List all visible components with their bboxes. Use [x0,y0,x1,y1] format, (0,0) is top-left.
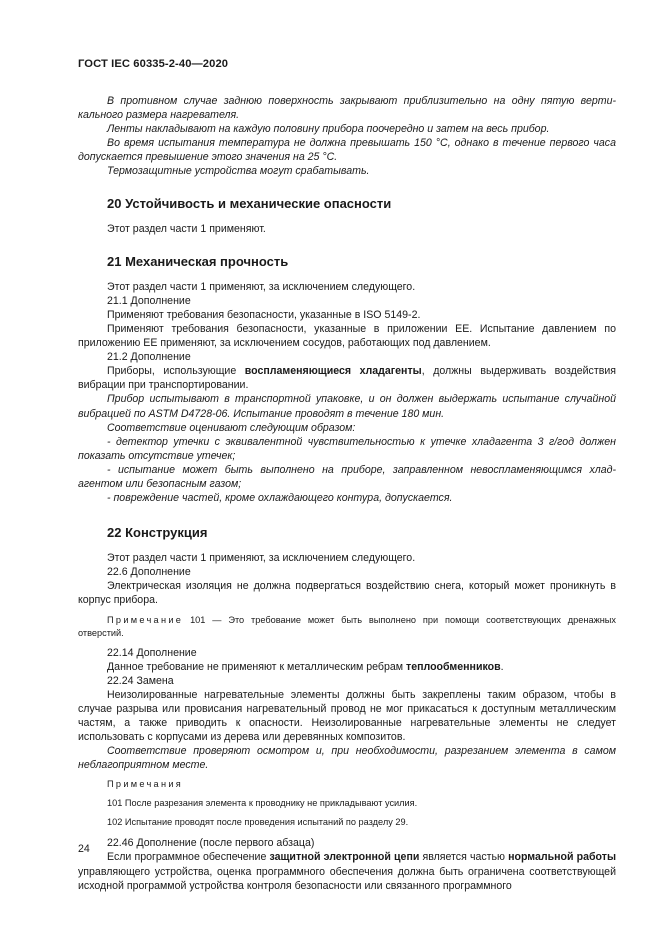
paragraph [78,364,616,392]
clause-heading: 22.6 Дополнение [107,566,191,579]
clause-heading: 21.1 Дополнение [107,294,191,307]
section-heading-20: 20 Устойчивость и механические опасности [107,195,392,211]
paragraph: Этот раздел части 1 применяют. [107,222,266,235]
note [78,614,616,640]
paragraph: Прибор испытывают в транспортной упаковке, и он должен выдержать испытание случайной вибрацией по ASTM D4728-06. Испытание проводят в течение 180 мин. [78,393,616,420]
paragraph: Этот раздел части 1 применяют, за исключением следующего. [107,552,416,565]
defined-term: нормальной работы [508,851,616,864]
section-heading-22: 22 Конструкция [107,525,208,541]
document-header: ГОСТ IEC 60335-2-40—2020 [78,58,229,70]
clause-heading: 21.2 Дополнение [107,351,191,364]
clause-heading: 22.14 Дополнение [107,646,197,659]
text-run: Если программное обеспечение [107,851,270,864]
paragraph: Электрическая изоляция не должна подвергаться воздействию снега, который может проникнуть в корпус прибора. [78,580,616,607]
list-item: - детектор утечки с эквивалентной чувствительностью к утечке хладагента 3 г/год должен показать отсутствие утечек; [78,435,616,462]
defined-term: теплообменников [406,660,501,673]
text-run: является частью [419,851,509,864]
text-run: . [500,660,504,673]
clause-heading: 22.46 Дополнение (после первого абзаца) [107,837,315,850]
paragraph: Термозащитные устройства могут срабатывать. [107,165,370,178]
text-run: Приборы, использующие [107,365,245,378]
paragraph: Соответствие проверяют осмотром и, при необходимости, разрезанием элемента в самом неблагоприятном месте. [78,745,616,772]
note: 102 Испытание проводят после проведения испытаний по разделу 29. [107,817,409,828]
note: 101 После разрезания элемента к проводнику не прикладывают усилия. [107,798,418,809]
paragraph: Применяют требования безопасности, указанные в приложении ЕЕ. Испытание давлением по приложению ЕЕ применяют, за исключением сосудов, работающих под давлением. [78,322,616,350]
paragraph: Применяют требования безопасности, указанные в ISO 5149-2. [107,308,421,321]
defined-term: воспламеняющиеся хладагенты [244,365,422,378]
paragraph: Соответствие оценивают следующим образом: [107,421,356,434]
section-heading-21: 21 Механическая прочность [107,253,289,269]
paragraph: Этот раздел части 1 применяют, за исключением следующего. [107,280,416,293]
page-number: 24 [78,843,90,855]
paragraph: Во время испытания температура не должна превышать 150 °С, однако в течение первого часа допускается превышение этого значения на 25 °С. [78,137,616,164]
list-item: - испытание может быть выполнено на приборе, заправленном невоспламеняющимся хладагентом или безопасным газом; [78,463,616,490]
defined-term: защитной электронной цепи [269,851,420,864]
text-run: , должны выдерживать воздействия вибрации при транспортировании. [78,365,616,392]
text-run: Данное требование не применяют к металлическим ребрам [107,660,407,673]
note-text: 101 — Это требование может быть выполнено при помощи соответствующих дренажных отверстий. [78,614,616,638]
text-run: управляющего устройства, оценка программного обеспечения должна быть ограничена соответствующей исходной программой устройства контроля безопасности или связанного программного [78,865,616,892]
list-item: - повреждение частей, кроме охлаждающего контура, допускается. [107,492,453,505]
paragraph [78,850,616,892]
paragraph: В противном случае заднюю поверхность закрывают приблизительно на одну пятую вертикального размера нагревателя. [78,95,616,122]
paragraph: Неизолированные нагревательные элементы должны быть закреплены таким образом, чтобы в случае разрыва или провисания нагревательный провод не мог прикасаться к доступным металлическим частям, а также приводить к опасности. Неизолированные нагревательные элементы не следует использовать с корпусами из дерева или деревянных композитов. [78,688,616,744]
paragraph [78,660,616,674]
paragraph: Ленты накладывают на каждую половину прибора поочередно и затем на весь прибор. [107,123,550,136]
page-content [78,94,616,893]
clause-heading: 22.24 Замена [107,674,174,687]
notes-label: Примечания [107,779,184,790]
note-label: Примечание [107,614,184,625]
